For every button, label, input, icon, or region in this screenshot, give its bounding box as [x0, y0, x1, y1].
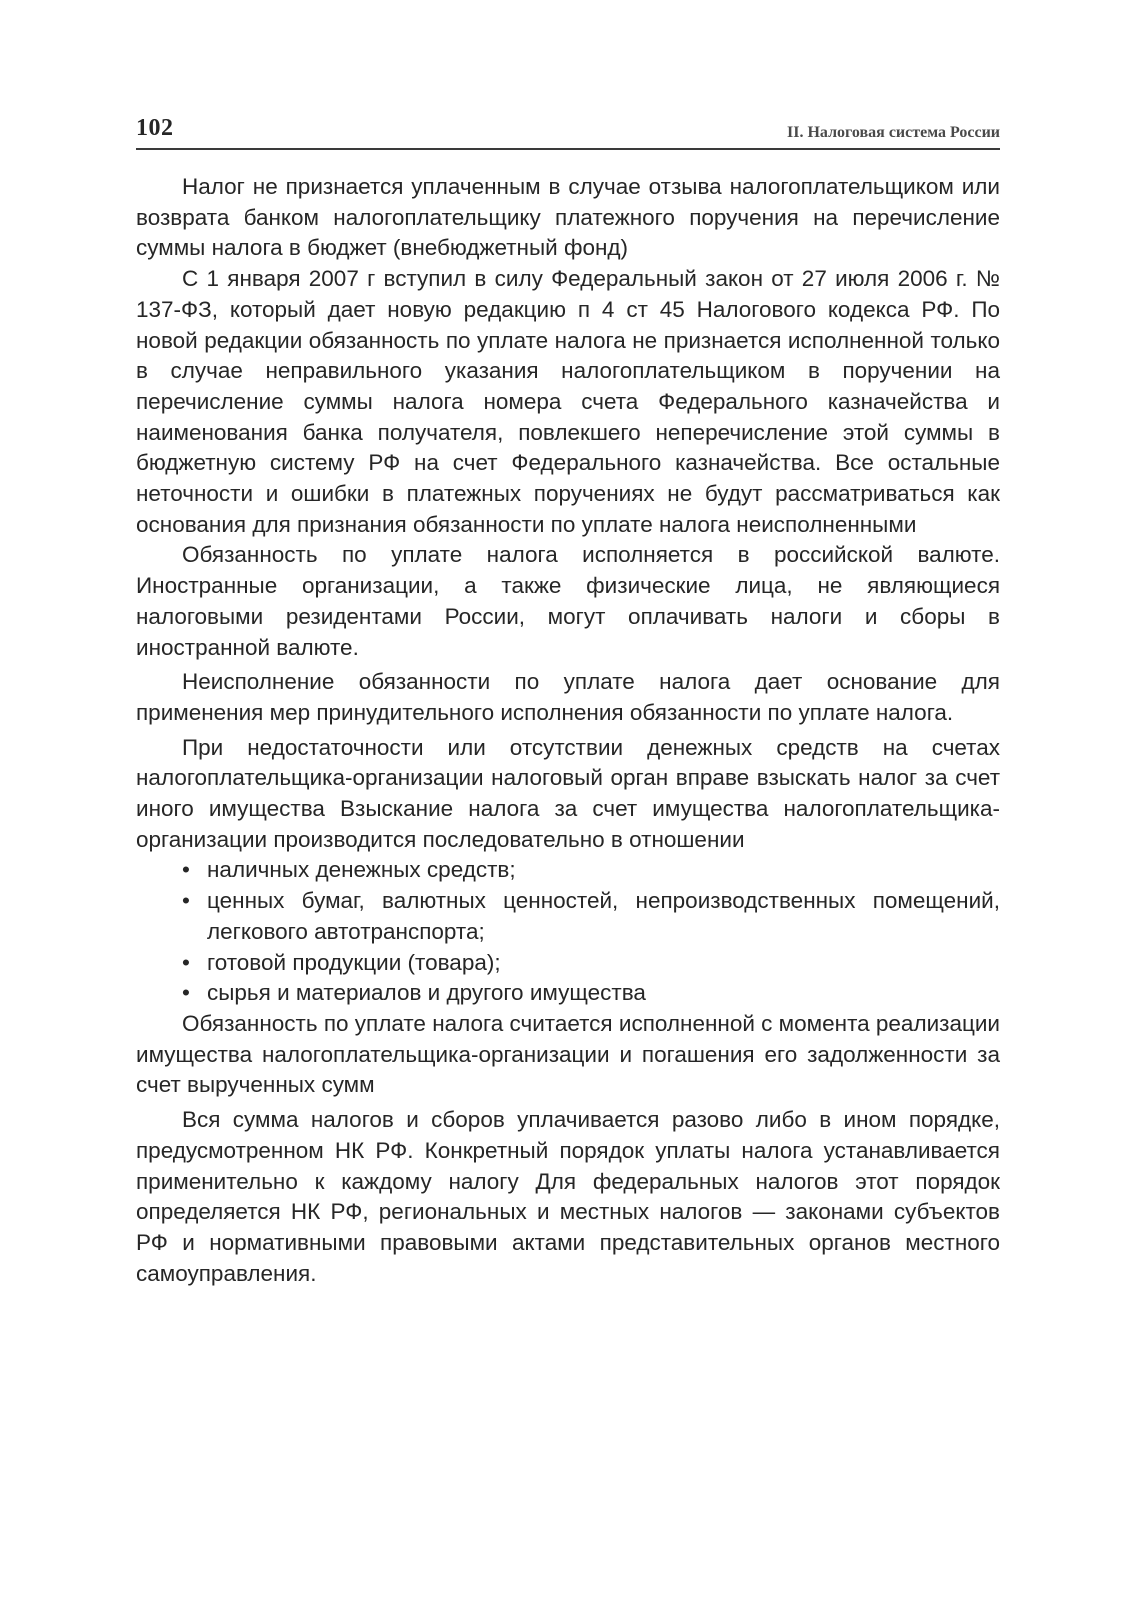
bullet-item: • ценных бумаг, валютных ценностей, непроизводственных помещений, легкового автотранспорта;: [182, 886, 1000, 947]
paragraph: Обязанность по уплате налога считается исполненной с момента реализации имущества налогоплательщика-организации и погашения его задолженности за счет вырученных сумм: [136, 1010, 1000, 1098]
running-header: [136, 110, 1000, 150]
bullet-item: • сырья и материалов и другого имущества: [182, 978, 1000, 1009]
paragraph: Вся сумма налогов и сборов уплачивается разово либо в ином порядке, предусмотренном НК РФ. Конкретный порядок уплаты налога устанавливается применительно к каждому налогу Для федеральных налогов этот порядок определяется НК РФ, региональных и местных налогов — законами субъектов РФ и нормативными правовыми актами представительных органов местного самоуправления.: [136, 1107, 1000, 1286]
paragraph: При недостаточности или отсутствии денежных средств на счетах налогоплательщика-организации налоговый орган вправе взыскать налог за счет иного имущества Взыскание налога за счет имущества налогоплательщика-организации производится последовательно в отношении: [136, 734, 1000, 852]
page-number: 102: [136, 115, 174, 141]
bullet-item: • готовой продукции (товара);: [182, 948, 1000, 979]
paragraph: Обязанность по уплате налога исполняется в российской валюте. Иностранные организации, а также физические лица, не являющиеся налоговыми резидентами России, могут оплачивать налоги и сборы в иностранной валюте.: [136, 542, 1000, 660]
section-title: II. Налоговая система России: [787, 124, 1000, 141]
paragraph: С 1 января 2007 г вступил в силу Федеральный закон от 27 июля 2006 г. № 137-ФЗ, который дает новую редакцию п 4 ст 45 Налогового кодекса РФ. По новой редакции обязанность по уплате налога не признается исполненной только в случае неправильного указания налогоплательщиком в поручении на перечисление суммы налога номера счета Федерального казначейства и наименования банка получателя, повлекшего неперечисление этой суммы в бюджетную систему РФ на счет Федерального казначейства. Все остальные неточности и ошибки в платежных поручениях не будут рассматриваться как основания для признания обязанности по уплате налога неисполненными: [136, 266, 1000, 537]
paragraph: Неисполнение обязанности по уплате налога дает основание для применения мер принудительного исполнения обязанности по уплате налога.: [136, 669, 1000, 725]
bullet-list: [136, 855, 1000, 1009]
book-page: [136, 110, 1000, 1289]
body-text: [136, 172, 1000, 1289]
bullet-item: • наличных денежных средств;: [182, 855, 1000, 886]
paragraph: Налог не признается уплаченным в случае отзыва налогоплательщиком или возврата банком налогоплательщику платежного поручения на перечисление суммы налога в бюджет (внебюджетный фонд): [136, 174, 1000, 261]
